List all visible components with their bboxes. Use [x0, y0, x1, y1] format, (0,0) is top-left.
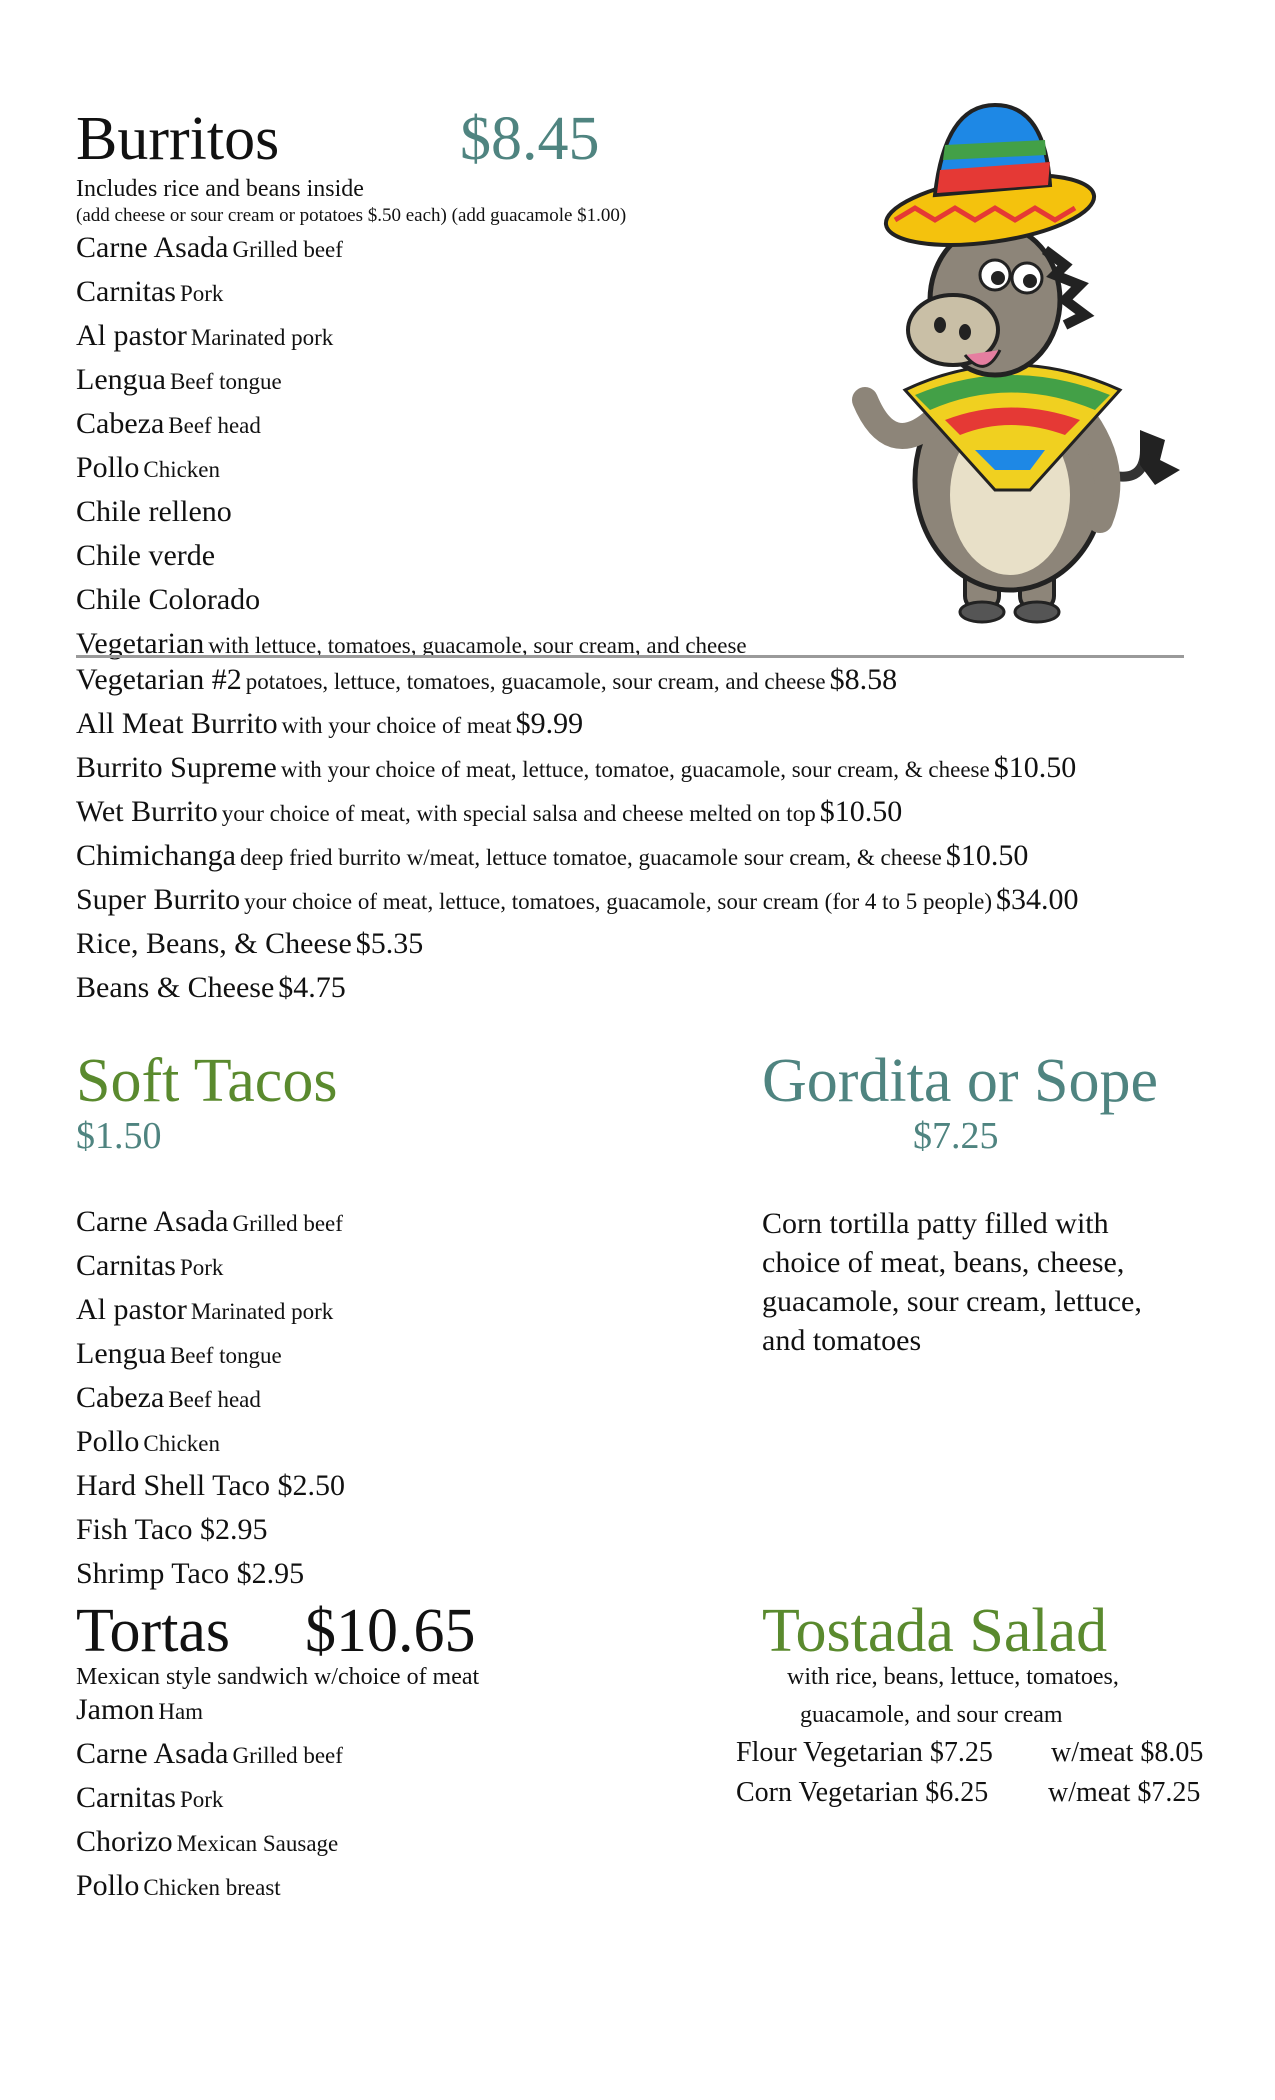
burritos-price: $8.45 — [460, 105, 600, 173]
menu-item-name: Carnitas — [76, 275, 176, 308]
menu-item-name: Carne Asada — [76, 231, 229, 264]
menu-item — [76, 704, 1079, 748]
menu-item-desc: Chicken — [143, 457, 221, 482]
menu-item-desc: Pork — [179, 1255, 224, 1280]
menu-item-desc: Grilled beef — [232, 1743, 343, 1768]
menu-item-desc: your choice of meat, with special salsa and cheese melted on top — [221, 801, 816, 826]
menu-item-name: Pollo — [76, 1425, 140, 1458]
menu-item-name: Carnitas — [76, 1781, 176, 1814]
menu-item — [76, 968, 1079, 1012]
tostada-title: Tostada Salad — [762, 1597, 1108, 1665]
menu-item-desc: Pork — [179, 1787, 224, 1812]
menu-item — [76, 1422, 345, 1466]
burritos-list — [76, 228, 747, 668]
gordita-line: choice of meat, beans, cheese, — [762, 1246, 1125, 1279]
burritos-subtitle: Includes rice and beans inside — [76, 176, 364, 202]
menu-item-name: Carne Asada — [76, 1205, 229, 1238]
menu-item — [76, 404, 747, 448]
menu-item — [76, 1778, 343, 1822]
menu-item-desc: Ham — [158, 1699, 204, 1724]
menu-item-name: Pollo — [76, 1869, 140, 1902]
menu-item-desc: Grilled beef — [232, 237, 343, 262]
menu-item-name: Vegetarian #2 — [76, 663, 242, 696]
tortas-price: $10.65 — [305, 1597, 476, 1665]
menu-item-name: Cabeza — [76, 407, 165, 440]
menu-item-price: $8.58 — [829, 663, 898, 696]
menu-item — [76, 1202, 345, 1246]
menu-item-name: Lengua — [76, 1337, 166, 1370]
menu-item-name: Burrito Supreme — [76, 751, 277, 784]
donkey-sombrero-icon — [845, 100, 1185, 630]
tostada-right: w/meat $7.25 — [1048, 1777, 1201, 1808]
menu-item-name: Beans & Cheese — [76, 971, 275, 1004]
gordita-title: Gordita or Sope — [762, 1047, 1159, 1115]
menu-item-name: Pollo — [76, 451, 140, 484]
menu-item — [76, 492, 747, 536]
menu-item-name: Shrimp Taco $2.95 — [76, 1557, 305, 1590]
menu-item-desc: Chicken breast — [143, 1875, 281, 1900]
tortas-title: Tortas — [76, 1597, 231, 1665]
menu-item — [76, 1866, 343, 1910]
gordita-line: guacamole, sour cream, lettuce, — [762, 1285, 1142, 1318]
menu-item — [76, 228, 747, 272]
menu-item — [76, 1378, 345, 1422]
menu-item-desc: potatoes, lettuce, tomatoes, guacamole, sour cream, and cheese — [245, 669, 826, 694]
menu-item-name: Jamon — [76, 1693, 155, 1726]
tostada-left: Flour Vegetarian $7.25 — [736, 1737, 993, 1768]
menu-item-desc: with your choice of meat — [281, 713, 512, 738]
menu-item-name: Hard Shell Taco $2.50 — [76, 1469, 345, 1502]
burritos-title: Burritos — [76, 105, 280, 173]
menu-item — [76, 660, 1079, 704]
menu-item-desc: Beef tongue — [169, 1343, 282, 1368]
burrito-specials-list — [76, 660, 1079, 1012]
menu-item — [76, 836, 1079, 880]
tortas-subtitle: Mexican style sandwich w/choice of meat — [76, 1664, 480, 1690]
menu-item-name: Chorizo — [76, 1825, 173, 1858]
menu-item — [76, 1554, 345, 1598]
menu-item-price: $4.75 — [278, 971, 346, 1004]
menu-item — [76, 1334, 345, 1378]
menu-item — [76, 1466, 345, 1510]
menu-item — [76, 880, 1079, 924]
gordita-price: $7.25 — [913, 1115, 999, 1157]
menu-item-price: $10.50 — [819, 795, 903, 828]
menu-item-desc: Grilled beef — [232, 1211, 343, 1236]
menu-item — [76, 1690, 343, 1734]
burritos-note: (add cheese or sour cream or potatoes $.50 each) (add guacamole $1.00) — [76, 205, 627, 226]
tostada-price-table — [736, 1733, 1216, 1813]
menu-item-name: Fish Taco $2.95 — [76, 1513, 268, 1546]
section-divider — [76, 655, 1184, 658]
menu-item — [76, 924, 1079, 968]
menu-item — [76, 792, 1079, 836]
menu-item-name: Chile verde — [76, 539, 216, 572]
menu-item-desc: with lettuce, tomatoes, guacamole, sour cream, and cheese — [208, 633, 747, 658]
tortas-list — [76, 1690, 343, 1910]
menu-item — [76, 448, 747, 492]
gordita-line: and tomatoes — [762, 1324, 922, 1357]
menu-item-name: Wet Burrito — [76, 795, 218, 828]
tostada-row — [736, 1733, 1216, 1773]
tostada-sub1: with rice, beans, lettuce, tomatoes, — [787, 1664, 1119, 1690]
menu-item-desc: Beef tongue — [169, 369, 282, 394]
tostada-left: Corn Vegetarian $6.25 — [736, 1777, 989, 1808]
soft-tacos-title: Soft Tacos — [76, 1047, 338, 1115]
menu-item-name: Rice, Beans, & Cheese — [76, 927, 352, 960]
soft-tacos-price: $1.50 — [76, 1115, 162, 1157]
menu-item — [76, 1734, 343, 1778]
menu-item-price: $5.35 — [355, 927, 424, 960]
menu-item — [76, 1246, 345, 1290]
menu-item-name: Cabeza — [76, 1381, 165, 1414]
menu-item-desc: Marinated pork — [190, 1299, 334, 1324]
tostada-right: w/meat $8.05 — [1051, 1737, 1204, 1768]
tostada-row — [736, 1773, 1216, 1813]
menu-item-desc: deep fried burrito w/meat, lettuce tomatoe, guacamole sour cream, & cheese — [239, 845, 942, 870]
menu-item — [76, 1290, 345, 1334]
gordita-description — [762, 1204, 1142, 1360]
menu-item-desc: Marinated pork — [190, 325, 334, 350]
menu-item-name: Lengua — [76, 363, 166, 396]
menu-item-name: Al pastor — [76, 1293, 187, 1326]
menu-item-name: Vegetarian — [76, 627, 205, 660]
menu-item-name: Chile Colorado — [76, 583, 261, 616]
menu-item-name: Al pastor — [76, 319, 187, 352]
menu-item-price: $34.00 — [996, 883, 1079, 916]
menu-item-desc: Chicken — [143, 1431, 221, 1456]
menu-item-name: All Meat Burrito — [76, 707, 278, 740]
menu-item — [76, 748, 1079, 792]
soft-tacos-list — [76, 1202, 345, 1598]
tostada-sub2: guacamole, and sour cream — [800, 1702, 1063, 1728]
menu-item-price: $9.99 — [515, 707, 584, 740]
menu-item-name: Carne Asada — [76, 1737, 229, 1770]
menu-item — [76, 316, 747, 360]
menu-item — [76, 536, 747, 580]
menu-item-desc: Beef head — [168, 1387, 261, 1412]
menu-item-desc: with your choice of meat, lettuce, tomatoe, guacamole, sour cream, & cheese — [280, 757, 990, 782]
menu-item-name: Carnitas — [76, 1249, 176, 1282]
menu-item — [76, 580, 747, 624]
menu-item-name: Chile relleno — [76, 495, 232, 528]
menu-item — [76, 360, 747, 404]
menu-item-name: Chimichanga — [76, 839, 236, 872]
menu-item — [76, 1822, 343, 1866]
menu-item-desc: Beef head — [168, 413, 261, 438]
menu-item-desc: Pork — [179, 281, 224, 306]
menu-item-name: Super Burrito — [76, 883, 241, 916]
menu-item — [76, 272, 747, 316]
gordita-line: Corn tortilla patty filled with — [762, 1207, 1109, 1240]
menu-item-desc: Mexican Sausage — [176, 1831, 339, 1856]
menu-item-price: $10.50 — [945, 839, 1029, 872]
menu-item-desc: your choice of meat, lettuce, tomatoes, guacamole, sour cream (for 4 to 5 people) — [244, 889, 993, 914]
menu-item — [76, 1510, 345, 1554]
menu-item-price: $10.50 — [993, 751, 1077, 784]
